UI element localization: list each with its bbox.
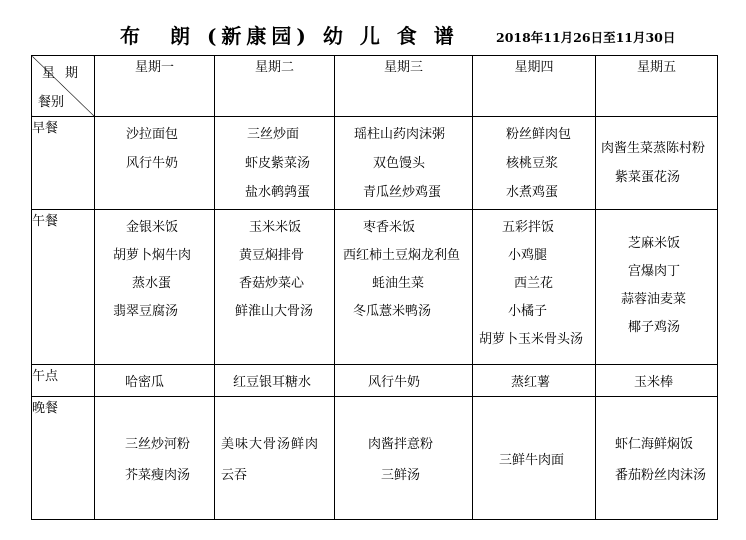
dish-item: 瑶柱山药肉沫粥	[354, 127, 446, 142]
dish-item: 虾皮紫菜汤	[245, 156, 311, 171]
dish-item: 蒜蓉油麦菜	[621, 292, 687, 307]
dish-item: 宫爆肉丁	[628, 264, 681, 279]
dish-item: 翡翠豆腐汤	[113, 304, 179, 319]
dish-item: 金银米饭	[126, 220, 179, 235]
breakfast-row	[32, 117, 718, 210]
lunch-wed	[335, 210, 473, 365]
menu-title: 布 朗 (新康园) 幼 儿 食 谱	[120, 24, 459, 48]
dish-item: 小橘子	[508, 304, 548, 319]
date-range: 2018年11月26日至11月30日	[496, 30, 676, 45]
snack-wed	[335, 365, 473, 397]
day-header-5: 星期五	[596, 56, 718, 117]
dish-item: 胡萝卜焖牛肉	[113, 248, 192, 263]
dish-item: 美味大骨汤鲜肉	[221, 437, 320, 452]
menu-table	[31, 55, 718, 520]
lunch-fri	[596, 210, 718, 365]
dish-item: 鲜淮山大骨汤	[235, 304, 314, 319]
dish-item: 蒸水蛋	[132, 276, 172, 291]
dish-item: 核桃豆浆	[506, 156, 559, 171]
snack-thu	[473, 365, 596, 397]
dish-item: 风行牛奶	[368, 375, 421, 390]
meal-label-snack: 午点	[32, 365, 95, 397]
snack-row	[32, 365, 718, 397]
meal-label-breakfast: 早餐	[32, 117, 95, 210]
dish-item: 双色馒头	[373, 156, 426, 171]
dish-item: 水煮鸡蛋	[506, 185, 559, 200]
dish-item: 虾仁海鲜焖饭	[615, 437, 694, 452]
breakfast-wed	[335, 117, 473, 210]
dish-item: 胡萝卜玉米骨头汤	[479, 332, 584, 347]
dish-item: 蚝油生菜	[372, 276, 425, 291]
dish-item: 芥菜瘦肉汤	[125, 468, 191, 483]
meal-label-dinner: 晚餐	[32, 397, 95, 520]
dish-item: 玉米棒	[634, 375, 674, 390]
dish-item: 三鲜牛肉面	[499, 452, 565, 468]
dish-item: 肉酱拌意粉	[368, 437, 434, 452]
dish-item: 芝麻米饭	[628, 236, 681, 251]
header-row	[32, 56, 718, 117]
dish-item: 玉米米饭	[249, 220, 302, 235]
dish-item: 肉酱生菜蒸陈村粉	[601, 141, 706, 156]
breakfast-fri	[596, 117, 718, 210]
corner-header-cell	[32, 56, 95, 117]
corner-meal-label: 餐别	[38, 95, 65, 110]
dinner-fri	[596, 397, 718, 520]
breakfast-tue	[215, 117, 335, 210]
dish-item: 三丝炒河粉	[125, 437, 191, 452]
dish-item: 香菇炒菜心	[239, 276, 305, 291]
dish-item: 哈密瓜	[125, 375, 165, 390]
dish-item: 五彩拌饭	[502, 220, 555, 235]
dish-item: 风行牛奶	[126, 156, 179, 171]
dish-item: 番茄粉丝肉沫汤	[615, 468, 707, 483]
meal-label-lunch: 午餐	[32, 210, 95, 365]
dish-item: 黄豆焖排骨	[239, 248, 305, 263]
day-header-4: 星期四	[473, 56, 596, 117]
snack-tue	[215, 365, 335, 397]
dinner-tue	[215, 397, 335, 520]
dish-item: 蒸红薯	[511, 375, 551, 390]
lunch-thu	[473, 210, 596, 365]
dish-item: 红豆银耳糖水	[233, 375, 312, 390]
lunch-mon	[95, 210, 215, 365]
dish-item: 三鲜汤	[381, 468, 421, 483]
dish-item: 小鸡腿	[508, 248, 548, 263]
day-header-2: 星期二	[215, 56, 335, 117]
dish-item: 紫菜蛋花汤	[615, 170, 681, 185]
dish-item: 西兰花	[514, 276, 554, 291]
snack-fri	[596, 365, 718, 397]
dish-item: 椰子鸡汤	[628, 320, 681, 335]
dish-item: 云吞	[221, 468, 248, 483]
breakfast-mon	[95, 117, 215, 210]
lunch-tue	[215, 210, 335, 365]
dish-item: 青瓜丝炒鸡蛋	[363, 185, 442, 200]
dish-item: 枣香米饭	[363, 220, 416, 235]
corner-weekday-label: 星期	[41, 66, 88, 81]
dish-item: 粉丝鲜肉包	[506, 127, 572, 142]
day-header-3: 星期三	[335, 56, 473, 117]
dinner-mon	[95, 397, 215, 520]
snack-mon	[95, 365, 215, 397]
dish-item: 沙拉面包	[126, 127, 179, 142]
dish-item: 三丝炒面	[247, 127, 300, 142]
dinner-thu	[473, 397, 596, 520]
lunch-row	[32, 210, 718, 365]
day-header-1: 星期一	[95, 56, 215, 117]
dinner-row	[32, 397, 718, 520]
dish-item: 盐水鹌鹑蛋	[245, 185, 311, 200]
dinner-wed	[335, 397, 473, 520]
dish-item: 西红柿土豆焖龙利鱼	[343, 248, 461, 263]
breakfast-thu	[473, 117, 596, 210]
dish-item: 冬瓜薏米鸭汤	[353, 304, 432, 319]
